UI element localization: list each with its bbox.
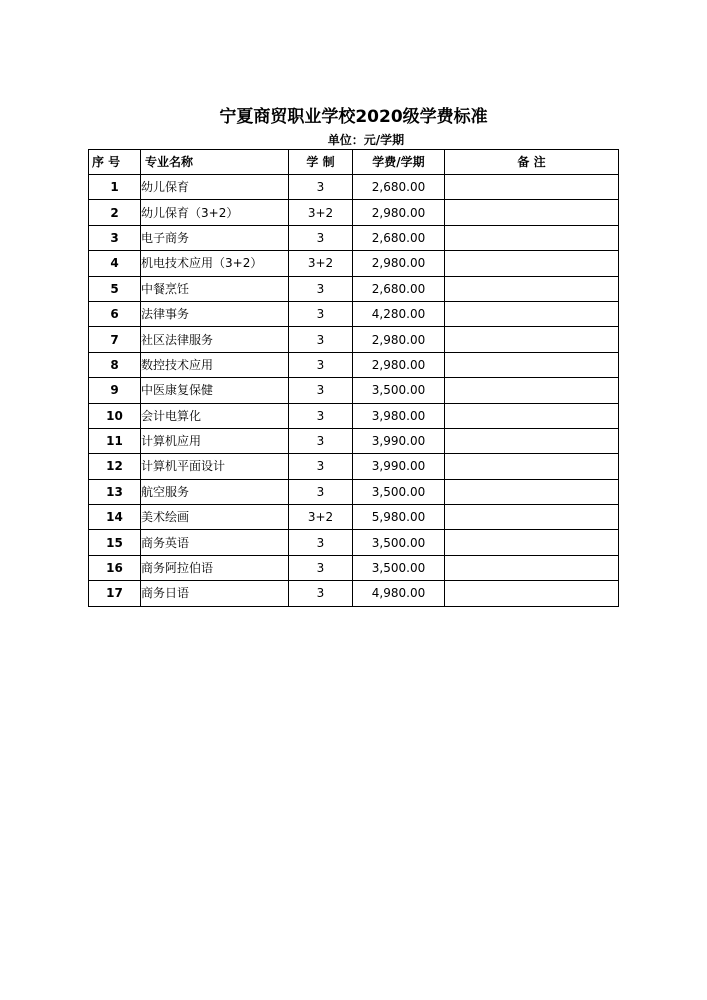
cell-note [445, 352, 619, 377]
cell-major-name: 会计电算化 [141, 403, 289, 428]
cell-duration: 3 [289, 555, 353, 580]
cell-index: 16 [89, 555, 141, 580]
cell-fee: 4,280.00 [353, 301, 445, 326]
table-row [89, 225, 619, 250]
cell-duration: 3 [289, 530, 353, 555]
cell-note [445, 175, 619, 200]
cell-note [445, 454, 619, 479]
table-header-row [89, 150, 619, 175]
cell-index: 15 [89, 530, 141, 555]
cell-note [445, 428, 619, 453]
cell-note [445, 327, 619, 352]
table-row [89, 505, 619, 530]
unit-label: 单位：元/学期 [327, 133, 405, 147]
table-row [89, 428, 619, 453]
cell-major-name: 幼儿保育（3+2） [141, 200, 289, 225]
header-major-name: 专业名称 [141, 150, 289, 175]
cell-index: 4 [89, 251, 141, 276]
cell-duration: 3 [289, 276, 353, 301]
cell-duration: 3 [289, 327, 353, 352]
cell-fee: 3,980.00 [353, 403, 445, 428]
cell-major-name: 幼儿保育 [141, 175, 289, 200]
cell-note [445, 251, 619, 276]
cell-major-name: 商务英语 [141, 530, 289, 555]
cell-major-name: 中餐烹饪 [141, 276, 289, 301]
cell-index: 14 [89, 505, 141, 530]
cell-major-name: 商务阿拉伯语 [141, 555, 289, 580]
table-row [89, 403, 619, 428]
cell-index: 11 [89, 428, 141, 453]
cell-major-name: 计算机应用 [141, 428, 289, 453]
cell-fee: 3,500.00 [353, 479, 445, 504]
cell-index: 17 [89, 581, 141, 606]
cell-index: 8 [89, 352, 141, 377]
cell-note [445, 403, 619, 428]
cell-major-name: 计算机平面设计 [141, 454, 289, 479]
cell-major-name: 电子商务 [141, 225, 289, 250]
cell-index: 10 [89, 403, 141, 428]
table-row [89, 327, 619, 352]
table-row [89, 555, 619, 580]
cell-duration: 3+2 [289, 505, 353, 530]
cell-duration: 3 [289, 454, 353, 479]
header-note: 备 注 [445, 150, 619, 175]
cell-fee: 2,980.00 [353, 327, 445, 352]
cell-fee: 3,500.00 [353, 555, 445, 580]
table-row [89, 454, 619, 479]
cell-major-name: 航空服务 [141, 479, 289, 504]
cell-duration: 3 [289, 175, 353, 200]
table-row [89, 276, 619, 301]
table-row [89, 479, 619, 504]
cell-index: 3 [89, 225, 141, 250]
cell-note [445, 479, 619, 504]
cell-note [445, 276, 619, 301]
table-row [89, 530, 619, 555]
cell-duration: 3 [289, 352, 353, 377]
cell-fee: 2,980.00 [353, 251, 445, 276]
cell-index: 9 [89, 378, 141, 403]
cell-index: 6 [89, 301, 141, 326]
cell-fee: 2,680.00 [353, 175, 445, 200]
table-row [89, 301, 619, 326]
cell-fee: 3,990.00 [353, 428, 445, 453]
table-row [89, 251, 619, 276]
cell-index: 13 [89, 479, 141, 504]
cell-duration: 3+2 [289, 200, 353, 225]
cell-duration: 3 [289, 581, 353, 606]
cell-index: 2 [89, 200, 141, 225]
table-row [89, 175, 619, 200]
cell-fee: 2,980.00 [353, 352, 445, 377]
cell-major-name: 中医康复保健 [141, 378, 289, 403]
cell-duration: 3 [289, 479, 353, 504]
fee-table [88, 149, 619, 607]
cell-duration: 3 [289, 428, 353, 453]
table-row [89, 378, 619, 403]
cell-note [445, 200, 619, 225]
cell-note [445, 225, 619, 250]
header-fee: 学费/学期 [353, 150, 445, 175]
cell-fee: 3,500.00 [353, 378, 445, 403]
cell-fee: 4,980.00 [353, 581, 445, 606]
table-row [89, 581, 619, 606]
cell-major-name: 法律事务 [141, 301, 289, 326]
cell-fee: 3,990.00 [353, 454, 445, 479]
table-row [89, 200, 619, 225]
cell-duration: 3+2 [289, 251, 353, 276]
cell-note [445, 530, 619, 555]
cell-major-name: 美术绘画 [141, 505, 289, 530]
header-index: 序 号 [89, 150, 141, 175]
cell-duration: 3 [289, 301, 353, 326]
cell-major-name: 数控技术应用 [141, 352, 289, 377]
cell-major-name: 社区法律服务 [141, 327, 289, 352]
cell-note [445, 555, 619, 580]
cell-note [445, 581, 619, 606]
cell-fee: 2,680.00 [353, 225, 445, 250]
cell-duration: 3 [289, 378, 353, 403]
cell-index: 7 [89, 327, 141, 352]
cell-index: 1 [89, 175, 141, 200]
cell-duration: 3 [289, 225, 353, 250]
cell-note [445, 505, 619, 530]
cell-fee: 2,980.00 [353, 200, 445, 225]
cell-index: 5 [89, 276, 141, 301]
cell-fee: 2,680.00 [353, 276, 445, 301]
cell-major-name: 商务日语 [141, 581, 289, 606]
cell-fee: 5,980.00 [353, 505, 445, 530]
header-duration: 学 制 [289, 150, 353, 175]
document-title: 宁夏商贸职业学校2020级学费标准 [219, 107, 488, 127]
cell-duration: 3 [289, 403, 353, 428]
cell-major-name: 机电技术应用（3+2） [141, 251, 289, 276]
cell-note [445, 378, 619, 403]
cell-index: 12 [89, 454, 141, 479]
table-body [89, 175, 619, 607]
cell-fee: 3,500.00 [353, 530, 445, 555]
cell-note [445, 301, 619, 326]
table-row [89, 352, 619, 377]
